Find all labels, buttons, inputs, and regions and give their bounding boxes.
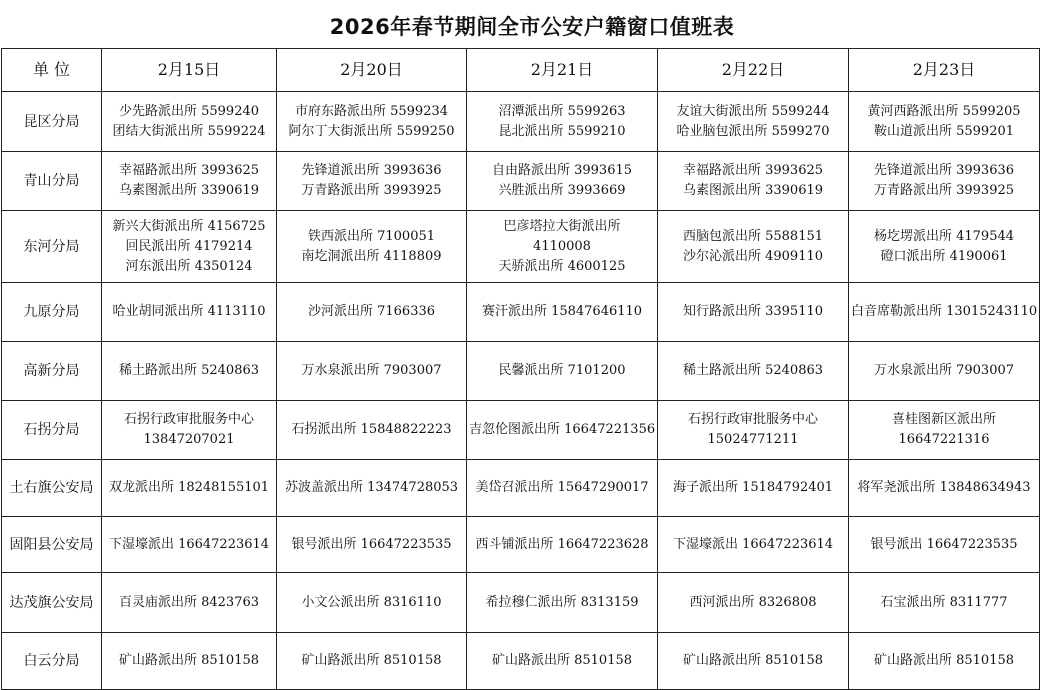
- header-date-feb15: 2月15日: [102, 49, 277, 92]
- station-line: 回民派出所 4179214: [125, 238, 253, 254]
- station-cell: [467, 152, 658, 211]
- table-row: [2, 211, 1040, 283]
- station-cell: [849, 152, 1040, 211]
- station-line: 万青路派出所 3993925: [873, 183, 1015, 198]
- station-line: 银号派出 16647223535: [870, 536, 1018, 552]
- station-cell: [849, 517, 1040, 573]
- station-cell: [102, 342, 277, 401]
- station-line: 乌素图派出所 3390619: [682, 183, 824, 198]
- station-line: 西斗铺派出所 16647223628: [475, 536, 649, 552]
- unit-cell: 高新分局: [2, 342, 102, 401]
- station-cell: [102, 460, 277, 517]
- station-line: 稀土路派出所 5240863: [118, 363, 260, 378]
- station-line: 阿尔丁大街派出所 5599250: [288, 123, 455, 139]
- table-row: [2, 460, 1040, 517]
- duty-table: [1, 48, 1040, 690]
- station-line: 自由路派出所 3993615: [491, 163, 633, 178]
- station-cell: [658, 283, 849, 342]
- station-line: 吉忽伦图派出所 16647221356: [469, 422, 656, 437]
- station-cell: [277, 573, 467, 633]
- station-cell: [102, 401, 277, 460]
- station-line: 小文公派出所 8316110: [301, 594, 442, 610]
- header-date-feb20: 2月20日: [277, 49, 467, 92]
- station-line: 矿山路派出所 8510158: [682, 653, 824, 668]
- unit-cell: 青山分局: [2, 152, 102, 211]
- station-cell: [849, 573, 1040, 633]
- station-cell: [277, 152, 467, 211]
- station-line: 百灵庙派出所 8423763: [118, 594, 260, 610]
- station-line: 哈业胡同派出所 4113110: [112, 304, 266, 319]
- station-cell: [102, 573, 277, 633]
- station-line: 河东派出所 4350124: [125, 258, 253, 274]
- station-line: 沙河派出所 7166336: [307, 304, 436, 319]
- station-line: 13847207021: [143, 432, 235, 447]
- station-line: 黄河西路派出所 5599205: [867, 103, 1021, 119]
- station-cell: [102, 283, 277, 342]
- station-line: 昆北派出所 5599210: [498, 123, 626, 139]
- header-row: [2, 49, 1040, 92]
- unit-cell: 达茂旗公安局: [2, 573, 102, 633]
- station-line: 将军尧派出所 13848634943: [857, 480, 1031, 495]
- unit-cell: 九原分局: [2, 283, 102, 342]
- station-line: 赛汗派出所 15847646110: [481, 304, 643, 319]
- unit-cell: 东河分局: [2, 211, 102, 283]
- station-cell: [849, 633, 1040, 690]
- station-line: 海子派出所 15184792401: [672, 480, 834, 495]
- table-row: [2, 401, 1040, 460]
- station-line: 沼潭派出所 5599263: [498, 103, 626, 119]
- station-cell: [102, 517, 277, 573]
- table-row: [2, 573, 1040, 633]
- station-cell: [849, 401, 1040, 460]
- unit-cell: 固阳县公安局: [2, 517, 102, 573]
- station-cell: [658, 211, 849, 283]
- station-cell: [849, 460, 1040, 517]
- station-line: 西脑包派出所 5588151: [682, 228, 824, 244]
- station-cell: [277, 401, 467, 460]
- station-cell: [467, 92, 658, 152]
- station-line: 幸福路派出所 3993625: [682, 163, 824, 178]
- header-date-feb21: 2月21日: [467, 49, 658, 92]
- station-line: 天骄派出所 4600125: [498, 258, 626, 274]
- station-line: 先锋道派出所 3993636: [301, 163, 442, 178]
- station-cell: [467, 401, 658, 460]
- station-line: 友谊大街派出所 5599244: [676, 103, 830, 119]
- station-line: 万水泉派出所 7903007: [301, 363, 442, 378]
- station-line: 西河派出所 8326808: [689, 594, 817, 610]
- unit-cell: 石拐分局: [2, 401, 102, 460]
- station-cell: [658, 633, 849, 690]
- station-line: 民馨派出所 7101200: [498, 363, 626, 378]
- station-line: 团结大街派出所 5599224: [112, 123, 266, 139]
- station-line: 乌素图派出所 3390619: [118, 183, 260, 198]
- station-line: 美岱召派出所 15647290017: [475, 480, 649, 495]
- station-line: 矿山路派出所 8510158: [118, 653, 260, 668]
- station-line: 市府东路派出所 5599234: [294, 103, 449, 119]
- station-line: 喜桂图新区派出所: [891, 412, 996, 427]
- table-row: [2, 152, 1040, 211]
- station-cell: [467, 517, 658, 573]
- station-line: 矿山路派出所 8510158: [491, 653, 633, 668]
- station-cell: [277, 283, 467, 342]
- station-cell: [467, 342, 658, 401]
- station-cell: [658, 152, 849, 211]
- station-line: 石拐行政审批服务中心: [687, 412, 818, 427]
- page-title: 2026年春节期间全市公安户籍窗口值班表: [329, 15, 735, 39]
- station-cell: [658, 92, 849, 152]
- station-line: 希拉穆仁派出所 8313159: [485, 594, 639, 610]
- station-line: 知行路派出所 3395110: [682, 304, 824, 319]
- station-cell: [849, 283, 1040, 342]
- station-line: 磴口派出所 4190061: [880, 248, 1008, 264]
- station-line: 4110008: [533, 238, 591, 254]
- station-line: 下湿壕派出 16647223614: [108, 536, 270, 552]
- station-line: 鞍山道派出所 5599201: [873, 123, 1015, 139]
- station-cell: [467, 211, 658, 283]
- station-cell: [277, 92, 467, 152]
- table-row: [2, 92, 1040, 152]
- station-cell: [277, 342, 467, 401]
- station-cell: [658, 573, 849, 633]
- station-cell: [658, 401, 849, 460]
- station-line: 石拐派出所 15848822223: [291, 422, 452, 437]
- station-line: 杨圪塄派出所 4179544: [873, 228, 1015, 244]
- station-cell: [849, 211, 1040, 283]
- table-row: [2, 633, 1040, 690]
- unit-cell: 土右旗公安局: [2, 460, 102, 517]
- station-cell: [102, 152, 277, 211]
- station-line: 15024771211: [707, 432, 799, 447]
- station-cell: [277, 517, 467, 573]
- station-line: 万青路派出所 3993925: [301, 183, 442, 198]
- station-cell: [102, 211, 277, 283]
- station-line: 苏波盖派出所 13474728053: [284, 480, 459, 495]
- station-cell: [658, 342, 849, 401]
- station-cell: [102, 633, 277, 690]
- station-cell: [277, 211, 467, 283]
- station-line: 稀土路派出所 5240863: [682, 363, 824, 378]
- station-cell: [849, 92, 1040, 152]
- station-line: 巴彦塔拉大街派出所: [503, 218, 621, 234]
- station-cell: [467, 460, 658, 517]
- station-line: 沙尔沁派出所 4909110: [682, 248, 824, 264]
- station-line: 先锋道派出所 3993636: [873, 163, 1015, 178]
- station-cell: [849, 342, 1040, 401]
- station-cell: [467, 283, 658, 342]
- station-line: 石宝派出所 8311777: [880, 594, 1008, 610]
- station-cell: [277, 460, 467, 517]
- station-line: 铁西派出所 7100051: [307, 228, 436, 244]
- header-unit: 单 位: [2, 49, 102, 92]
- station-line: 矿山路派出所 8510158: [301, 653, 442, 668]
- station-line: 万水泉派出所 7903007: [873, 363, 1015, 378]
- station-line: 下湿壕派出 16647223614: [672, 536, 834, 552]
- station-cell: [467, 573, 658, 633]
- station-line: 石拐行政审批服务中心: [123, 412, 254, 427]
- station-cell: [102, 92, 277, 152]
- station-line: 南圪洞派出所 4118809: [301, 248, 442, 264]
- station-cell: [277, 633, 467, 690]
- station-cell: [658, 517, 849, 573]
- station-line: 幸福路派出所 3993625: [118, 163, 260, 178]
- header-date-feb22: 2月22日: [658, 49, 849, 92]
- station-cell: [658, 460, 849, 517]
- station-line: 白音席勒派出所 13015243110: [851, 304, 1038, 319]
- header-date-feb23: 2月23日: [849, 49, 1040, 92]
- station-line: 矿山路派出所 8510158: [873, 653, 1015, 668]
- station-line: 少先路派出所 5599240: [118, 103, 260, 119]
- station-line: 新兴大街派出所 4156725: [112, 218, 266, 234]
- table-row: [2, 517, 1040, 573]
- table-row: [2, 342, 1040, 401]
- unit-cell: 白云分局: [2, 633, 102, 690]
- table-row: [2, 283, 1040, 342]
- station-line: 16647221316: [898, 432, 990, 447]
- station-cell: [467, 633, 658, 690]
- station-line: 哈业脑包派出所 5599270: [676, 123, 830, 139]
- table-body: [2, 92, 1040, 690]
- station-line: 银号派出所 16647223535: [291, 536, 452, 552]
- station-line: 双龙派出所 18248155101: [108, 480, 270, 495]
- station-line: 兴胜派出所 3993669: [498, 183, 626, 198]
- unit-cell: 昆区分局: [2, 92, 102, 152]
